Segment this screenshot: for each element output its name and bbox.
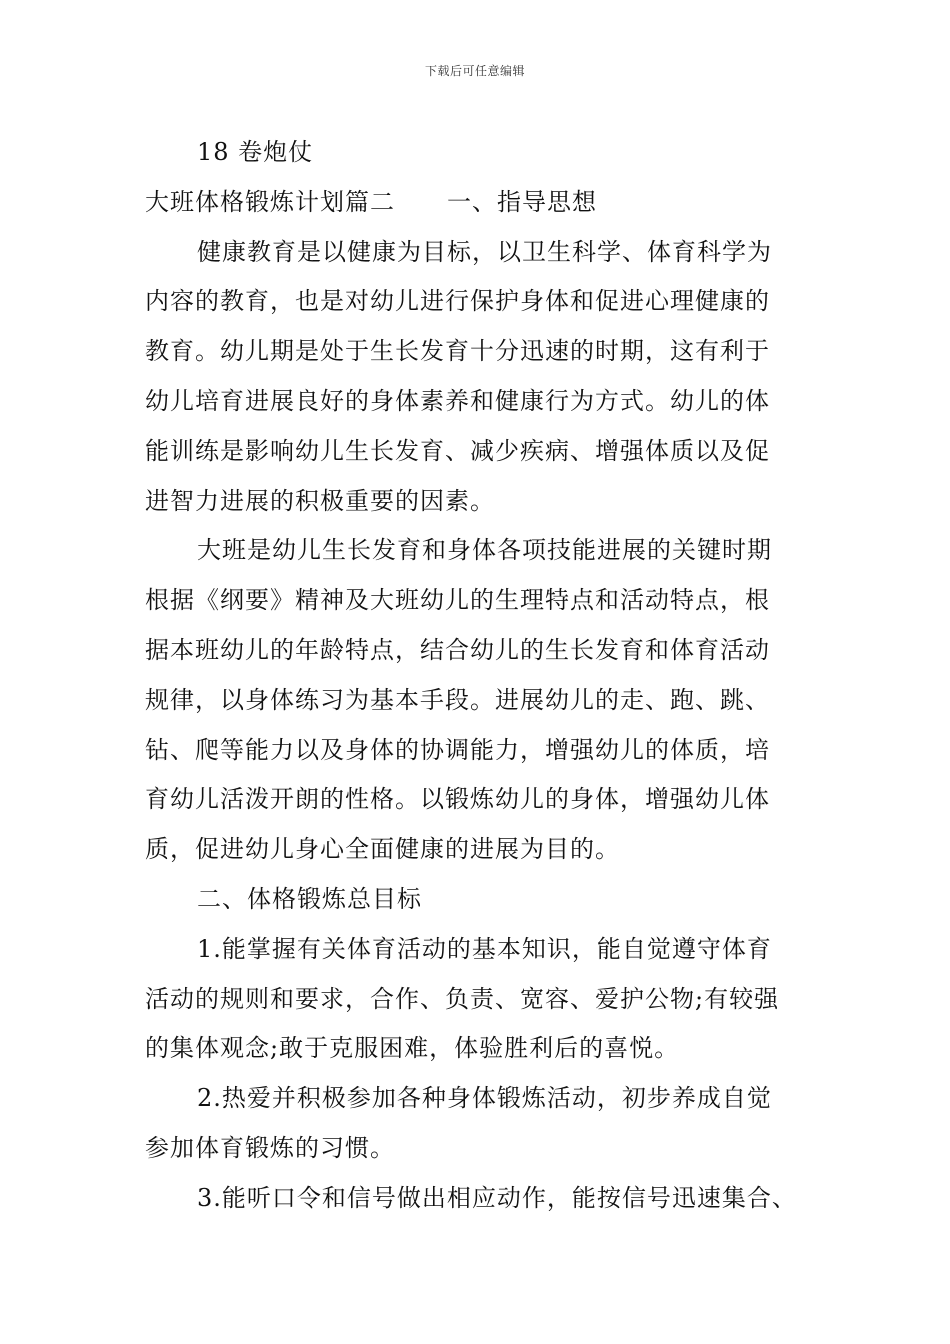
document-title: 大班体格锻炼计划篇二 xyxy=(145,187,395,216)
text-line: 据本班幼儿的年龄特点，结合幼儿的生长发育和体育活动 xyxy=(145,635,770,664)
paragraph-start-line: 健康教育是以健康为目标，以卫生科学、体育科学为 xyxy=(197,237,772,266)
list-item-start-line: 1.能掌握有关体育活动的基本知识，能自觉遵守体育 xyxy=(197,934,772,963)
text-line: 质，促进幼儿身心全面健康的进展为目的。 xyxy=(145,835,620,864)
text-line: 规律，以身体练习为基本手段。进展幼儿的走、跑、跳、 xyxy=(145,685,770,714)
text-line: 活动的规则和要求，合作、负责、宽容、爱护公物;有较强 xyxy=(145,984,780,1013)
text-line: 18 卷炮仗 xyxy=(197,138,314,166)
list-item-start-line: 3.能听口令和信号做出相应动作，能按信号迅速集合、 xyxy=(197,1183,797,1212)
text-line: 进智力进展的积极重要的因素。 xyxy=(145,486,495,515)
text-line: 内容的教育，也是对幼儿进行保护身体和促进心理健康的 xyxy=(145,287,770,316)
page-header: 下载后可任意编辑 xyxy=(424,64,525,78)
section-heading: 二、体格锻炼总目标 xyxy=(197,884,422,913)
section-title-line xyxy=(145,178,825,228)
text-line: 能训练是影响幼儿生长发育、减少疾病、增强体质以及促 xyxy=(145,436,770,465)
text-line: 钻、爬等能力以及身体的协调能力，增强幼儿的体质，培 xyxy=(145,735,770,764)
text-line: 的集体观念;敢于克服困难，体验胜利后的喜悦。 xyxy=(145,1034,680,1063)
text-line: 参加体育锻炼的习惯。 xyxy=(145,1133,395,1162)
text-line: 幼儿培育进展良好的身体素养和健康行为方式。幼儿的体 xyxy=(145,386,770,415)
document-body xyxy=(145,128,825,1224)
text-line: 教育。幼儿期是处于生长发育十分迅速的时期，这有利于 xyxy=(145,337,770,366)
text-line: 根据《纲要》精神及大班幼儿的生理特点和活动特点，根 xyxy=(145,586,770,615)
paragraph-start-line: 大班是幼儿生长发育和身体各项技能进展的关键时期 xyxy=(197,536,772,565)
list-item-start-line: 2.热爱并积极参加各种身体锻炼活动，初步养成自觉 xyxy=(197,1084,772,1113)
section-heading: 一、指导思想 xyxy=(447,187,597,216)
text-line: 育幼儿活泼开朗的性格。以锻炼幼儿的身体，增强幼儿体 xyxy=(145,785,770,814)
